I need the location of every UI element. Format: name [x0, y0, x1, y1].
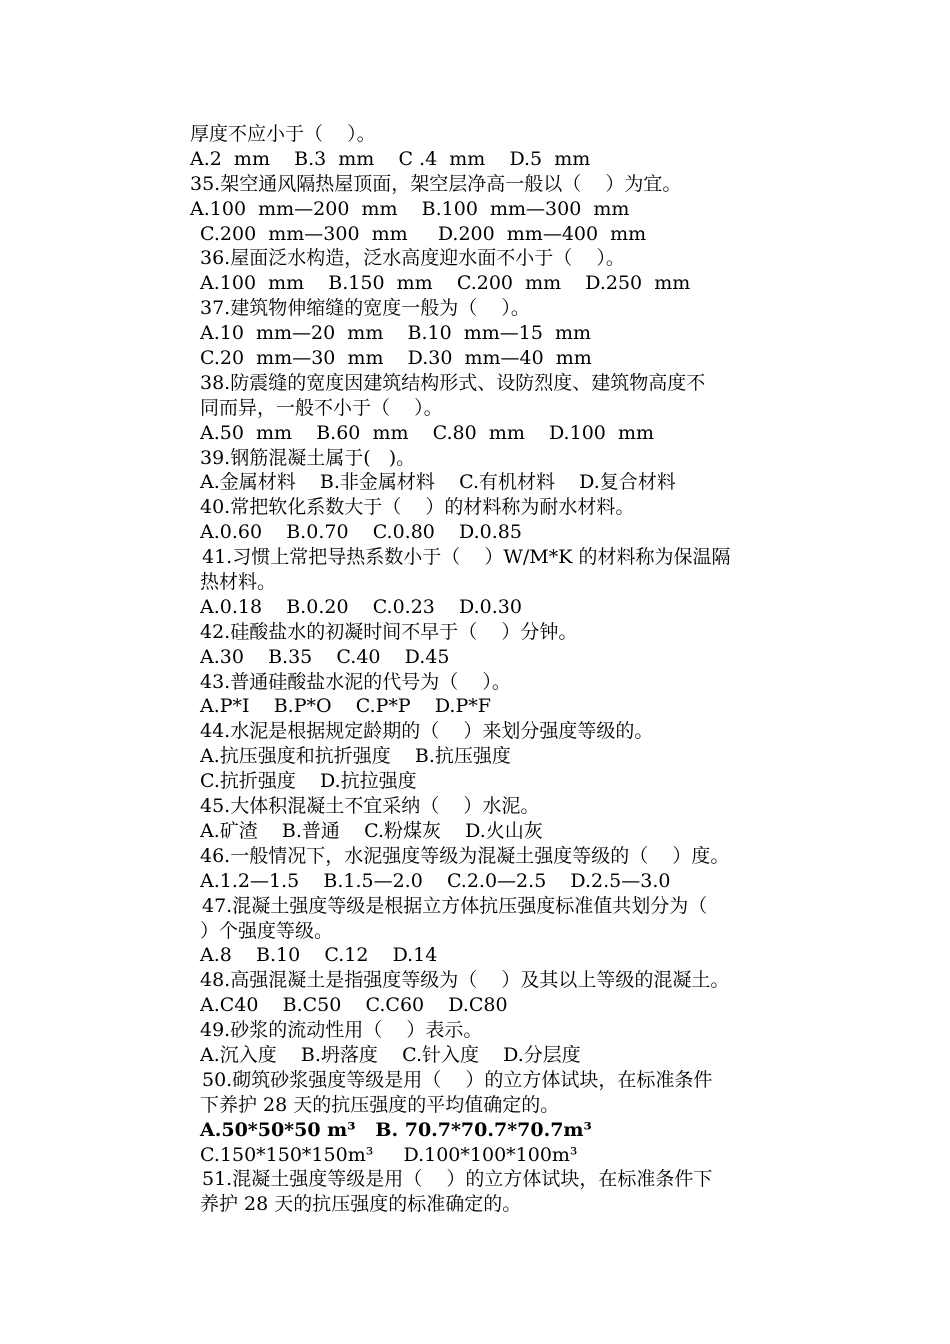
text-line: C.150*150*150m³ D.100*100*100m³ — [200, 1143, 578, 1166]
text-line: 同而异，一般不小于（ ）。 — [200, 396, 443, 419]
text-line: C.抗折强度 D.抗拉强度 — [200, 770, 417, 793]
text-line: 37.建筑物伸缩缝的宽度一般为（ ）。 — [200, 297, 530, 320]
text-line: 49.砂浆的流动性用（ ）表示。 — [200, 1019, 483, 1042]
text-line: A.矿渣 B.普通 C.粉煤灰 D.火山灰 — [200, 819, 543, 842]
text-line: A.P*I B.P*O C.P*P D.P*F — [200, 695, 491, 718]
text-line: 热材料。 — [200, 571, 277, 594]
text-line: A.2 mm B.3 mm C .4 mm D.5 mm — [190, 147, 591, 170]
text-line: C.20 mm—30 mm D.30 mm—40 mm — [200, 347, 592, 370]
text-line: 下养护 28 天的抗压强度的平均值确定的。 — [200, 1093, 560, 1116]
text-line: 50.砌筑砂浆强度等级是用（ ）的立方体试块，在标准条件 — [202, 1068, 713, 1091]
text-line: A.沉入度 B.坍落度 C.针入度 D.分层度 — [200, 1043, 581, 1066]
text-line: A.10 mm—20 mm B.10 mm—15 mm — [200, 322, 592, 345]
text-line: 38.防震缝的宽度因建筑结构形式、设防烈度、建筑物高度不 — [200, 371, 706, 394]
text-line: A.抗压强度和抗折强度 B.抗压强度 — [200, 745, 511, 768]
text-line: ）个强度等级。 — [200, 919, 334, 942]
text-line: 46.一般情况下，水泥强度等级为混凝土强度等级的（ ）度。 — [200, 844, 730, 867]
text-line: 42.硅酸盐水的初凝时间不早于（ ）分钟。 — [200, 620, 578, 643]
text-line: A.8 B.10 C.12 D.14 — [200, 944, 438, 967]
text-line: A.金属材料 B.非金属材料 C.有机材料 D.复合材料 — [200, 471, 676, 494]
text-line: C.200 mm—300 mm D.200 mm—400 mm — [200, 222, 647, 245]
text-line: 51.混凝土强度等级是用（ ）的立方体试块，在标准条件下 — [202, 1168, 713, 1191]
text-line: A.50 mm B.60 mm C.80 mm D.100 mm — [200, 421, 654, 444]
text-line: A.50*50*50 m³ B. 70.7*70.7*70.7m³ — [200, 1118, 592, 1141]
text-line: 35.架空通风隔热屋顶面，架空层净高一般以（ ）为宜。 — [190, 172, 682, 195]
text-line: 48.高强混凝土是指强度等级为（ ）及其以上等级的混凝土。 — [200, 969, 730, 992]
text-line: 厚度不应小于（ ）。 — [190, 123, 376, 145]
text-line: 养护 28 天的抗压强度的标准确定的。 — [200, 1193, 522, 1216]
text-line: 47.混凝土强度等级是根据立方体抗压强度标准值共划分为（ — [202, 894, 708, 917]
text-line: A.1.2—1.5 B.1.5—2.0 C.2.0—2.5 D.2.5—3.0 — [200, 869, 671, 892]
text-line: 45.大体积混凝土不宜采纳（ ）水泥。 — [200, 795, 540, 818]
text-line: A.100 mm B.150 mm C.200 mm D.250 mm — [200, 272, 691, 295]
text-line: A.30 B.35 C.40 D.45 — [200, 645, 450, 668]
text-line: A.100 mm—200 mm B.100 mm—300 mm — [190, 197, 630, 220]
text-line: 41.习惯上常把导热系数小于（ ）W/M*K 的材料称为保温隔 — [202, 546, 731, 569]
page-text — [190, 122, 820, 1217]
text-line: A.0.18 B.0.20 C.0.23 D.0.30 — [200, 595, 522, 618]
text-line: 40.常把软化系数大于（ ）的材料称为耐水材料。 — [200, 496, 635, 519]
text-line: 43.普通硅酸盐水泥的代号为（ ）。 — [200, 670, 511, 693]
text-line: A.C40 B.C50 C.C60 D.C80 — [200, 994, 508, 1017]
text-line: 44.水泥是根据规定龄期的（ ）来划分强度等级的。 — [200, 720, 654, 743]
text-line: 39.钢筋混凝土属于( )。 — [200, 446, 416, 469]
text-line: 36.屋面泛水构造，泛水高度迎水面不小于（ ）。 — [200, 247, 625, 270]
text-line: A.0.60 B.0.70 C.0.80 D.0.85 — [200, 521, 522, 544]
